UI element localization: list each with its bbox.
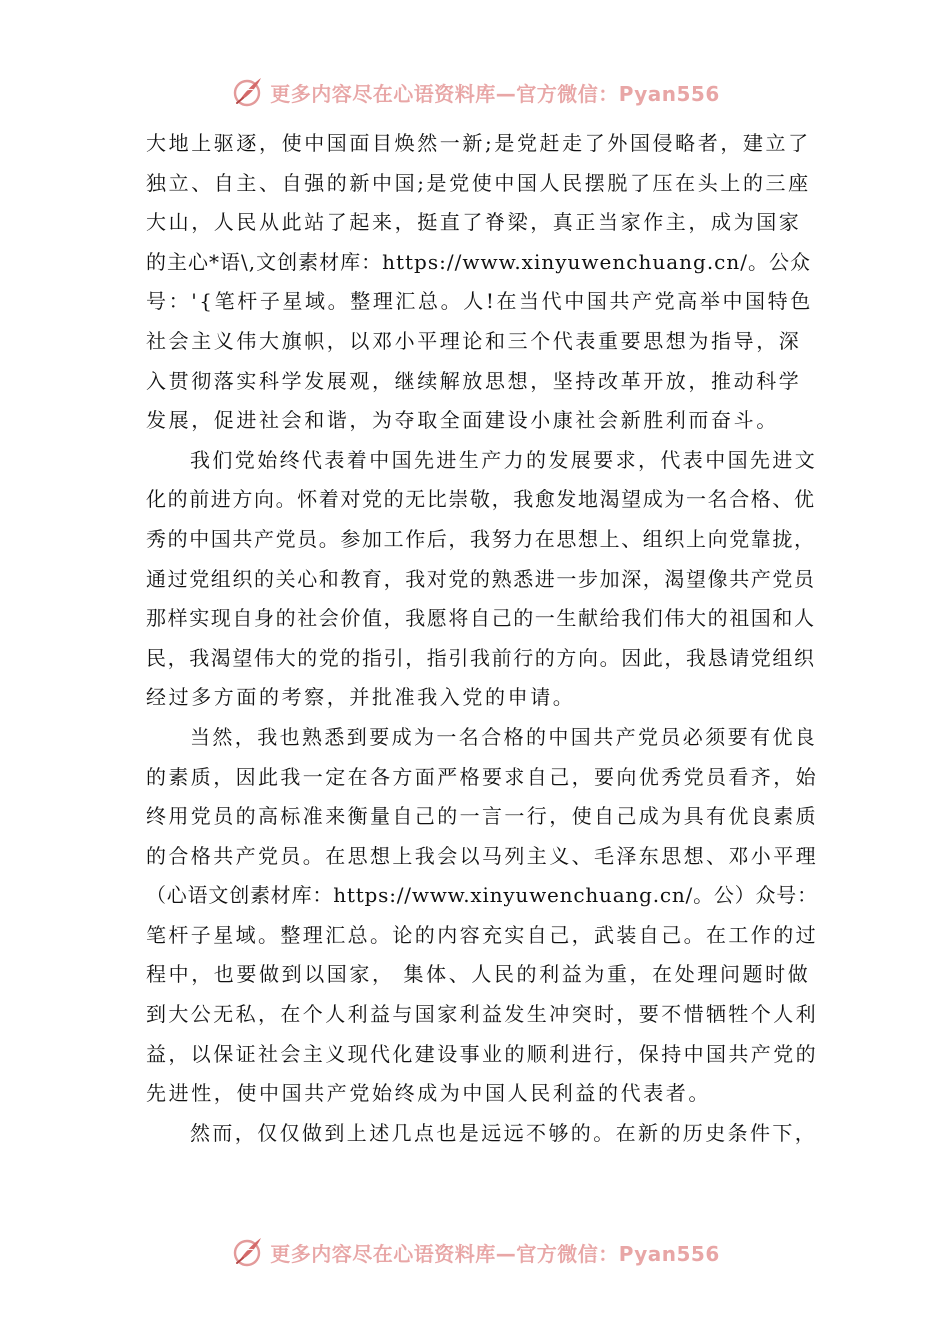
header-watermark (0, 72, 950, 112)
text-line: 程中，也要做到以国家， 集体、人民的利益为重，在处理问题时做 (146, 962, 811, 987)
text-line: 我们党始终代表着中国先进生产力的发展要求，代表中国先进文 (190, 447, 818, 472)
text-line: （心语文创素材库：https://www.xinyuwenchuang.cn/。公）众号： (146, 883, 818, 908)
text-line: 的素质，因此我一定在各方面严格要求自己，要向优秀党员看齐，始 (146, 764, 818, 789)
text-line: 化的前进方向。怀着对党的无比崇敬，我愈发地渴望成为一名合格、优 (146, 487, 816, 512)
quill-logo-icon (230, 74, 266, 110)
text-line: 先进性，使中国共产党始终成为中国人民利益的代表者。 (146, 1081, 711, 1106)
text-line: 当然，我也熟悉到要成为一名合格的中国共产党员必须要有优良 (190, 724, 818, 749)
text-line: 到大公无私，在个人利益与国家利益发生冲突时，要不惜牺牲个人利 (146, 1002, 818, 1027)
text-line: 大地上驱逐，使中国面目焕然一新;是党赶走了外国侵略者，建立了 (146, 131, 811, 155)
text-line: 然而，仅仅做到上述几点也是远远不够的。在新的历史条件下， (190, 1120, 818, 1145)
text-line: 的合格共产党员。在思想上我会以马列主义、毛泽东思想、邓小平理 (146, 843, 818, 868)
quill-logo-icon (230, 1234, 266, 1270)
text-line: 通过党组织的关心和教育，我对党的熟悉进一步加深，渴望像共产党员 (146, 566, 816, 591)
text-line: 民，我渴望伟大的党的指引，指引我前行的方向。因此，我恳请党组织 (146, 645, 816, 670)
watermark-text: 更多内容尽在心语资料库—官方微信：Pyan556 (270, 81, 720, 106)
text-line: 号：'{笔杆子星域。整理汇总。人!在当代中国共产党高举中国特色 (146, 289, 813, 314)
watermark-text: 更多内容尽在心语资料库—官方微信：Pyan556 (270, 1241, 720, 1266)
text-line: 的主心*语\,文创素材库：https://www.xinyuwenchuang.cn/。公众 (146, 249, 811, 274)
text-line: 益，以保证社会主义现代化建设事业的顺利进行，保持中国共产党的 (146, 1041, 818, 1066)
text-line: 独立、自主、自强的新中国;是党使中国人民摆脱了压在头上的三座 (146, 170, 811, 195)
text-line: 那样实现自身的社会价值，我愿将自己的一生献给我们伟大的祖国和人 (146, 606, 816, 631)
text-line: 经过多方面的考察，并批准我入党的申请。 (146, 685, 576, 710)
text-line: 发展，促进社会和谐，为夺取全面建设小康社会新胜利而奋斗。 (146, 408, 779, 433)
document-body (146, 124, 816, 1153)
text-line: 社会主义伟大旗帜，以邓小平理论和三个代表重要思想为指导，深 (146, 328, 802, 353)
text-line: 终用党员的高标准来衡量自己的一言一行，使自己成为具有优良素质 (146, 804, 818, 829)
text-line: 笔杆子星域。整理汇总。论的内容充实自己，武装自己。在工作的过 (146, 922, 818, 947)
text-line: 秀的中国共产党员。参加工作后，我努力在思想上、组织上向党靠拢， (146, 526, 816, 551)
footer-watermark (0, 1232, 950, 1272)
text-line: 大山，人民从此站了起来，挺直了脊梁，真正当家作主，成为国家 (146, 210, 802, 235)
text-line: 入贯彻落实科学发展观，继续解放思想，坚持改革开放，推动科学 (146, 368, 802, 393)
